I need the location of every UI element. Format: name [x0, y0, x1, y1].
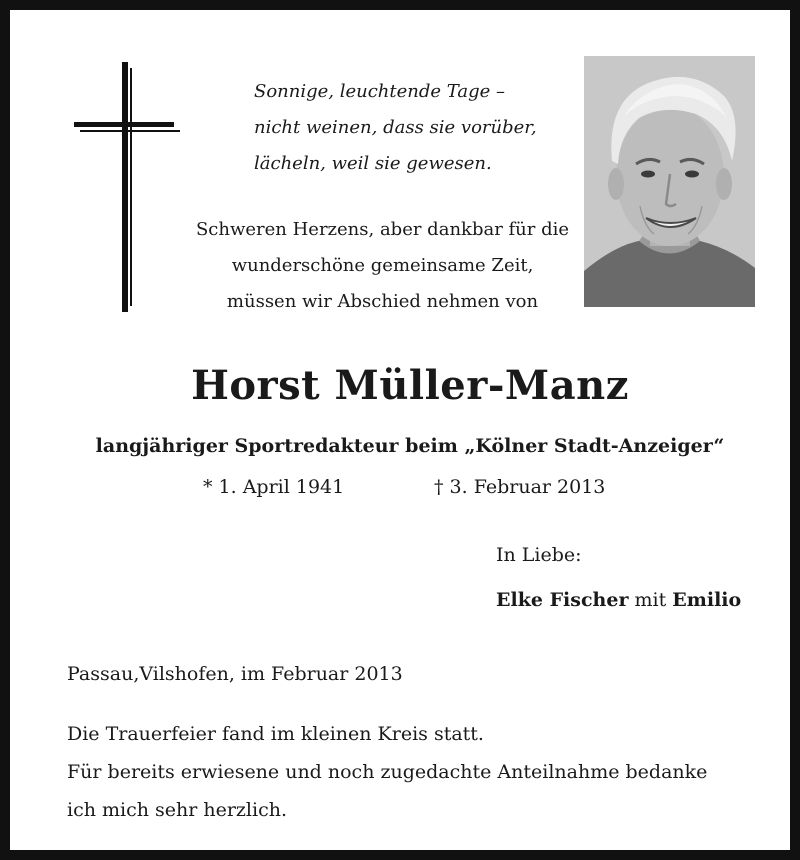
intro-line: Schweren Herzens, aber dankbar für die — [195, 219, 570, 240]
deceased-role: langjähriger Sportredakteur beim „Kölner Stadt-Anzeiger“ — [95, 435, 725, 457]
portrait-illustration — [584, 56, 755, 307]
mourners-names — [496, 589, 741, 611]
mourner-connector: mit — [634, 589, 667, 611]
closing-text — [67, 715, 767, 829]
closing-line: Die Trauerfeier fand im kleinen Kreis statt. — [67, 723, 484, 745]
mourner-name: Elke Fischer — [496, 589, 629, 611]
birth-date: * 1. April 1941 — [203, 476, 345, 498]
closing-line: ich mich sehr herzlich. — [67, 799, 288, 821]
intro-text — [185, 212, 580, 320]
deceased-name: Horst Müller-Manz — [191, 362, 629, 409]
poem — [254, 74, 574, 182]
portrait-photo — [584, 56, 755, 307]
intro-line: wunderschöne gemeinsame Zeit, — [231, 255, 534, 276]
death-date: † 3. Februar 2013 — [434, 476, 606, 498]
poem-line: lächeln, weil sie gewesen. — [254, 153, 492, 174]
mourners-intro: In Liebe: — [496, 544, 582, 566]
closing-line: Für bereits erwiesene und noch zugedachte Anteilnahme bedanke — [67, 761, 708, 783]
mourner-name: Emilio — [672, 589, 742, 611]
poem-line: Sonnige, leuchtende Tage – — [254, 81, 506, 102]
cross-icon — [74, 62, 180, 312]
poem-line: nicht weinen, dass sie vorüber, — [254, 117, 537, 138]
intro-line: müssen wir Abschied nehmen von — [226, 291, 539, 312]
place-date: Passau,Vilshofen, im Februar 2013 — [67, 663, 403, 685]
